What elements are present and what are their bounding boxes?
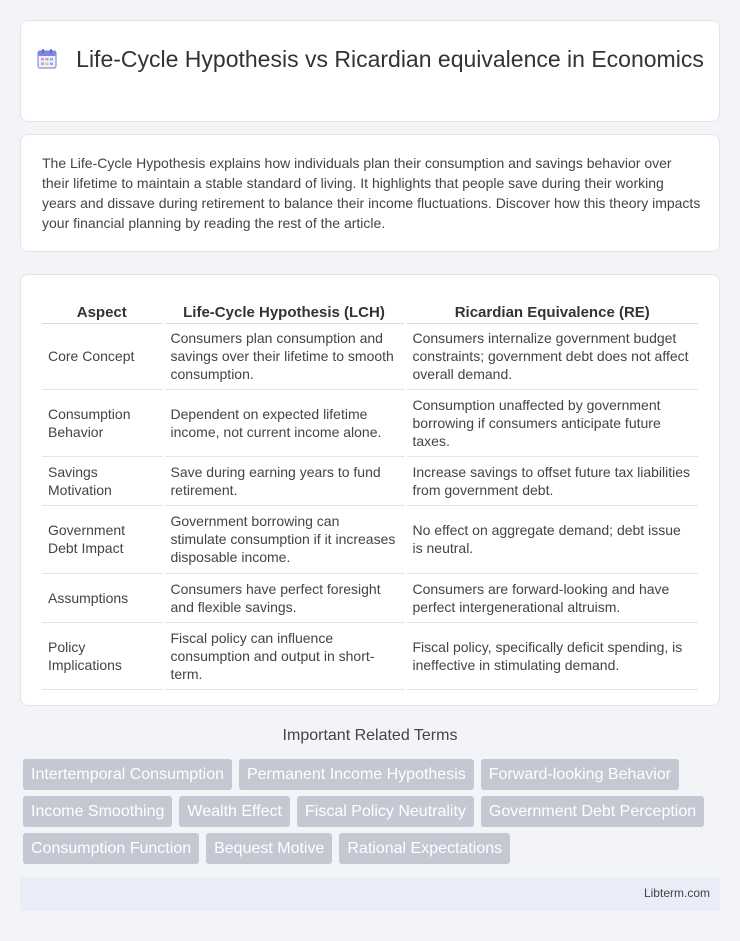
tag-fiscal-policy-neutrality[interactable]: Fiscal Policy Neutrality bbox=[297, 796, 474, 827]
header-re: Ricardian Equivalence (RE) bbox=[405, 293, 698, 323]
related-terms-list bbox=[23, 759, 713, 870]
footer bbox=[20, 877, 720, 911]
aspect-cell: Savings Motivation bbox=[42, 456, 163, 505]
re-cell: Increase savings to offset future tax liabilities from government debt. bbox=[405, 456, 698, 505]
page-title-text: Life-Cycle Hypothesis vs Ricardian equivalence in Economics bbox=[76, 46, 704, 72]
calendar-icon bbox=[36, 48, 58, 70]
aspect-cell: Assumptions bbox=[42, 573, 163, 622]
lch-cell: Dependent on expected lifetime income, not current income alone. bbox=[163, 389, 405, 456]
lch-cell: Fiscal policy can influence consumption and output in short-term. bbox=[163, 622, 405, 689]
lch-cell: Consumers plan consumption and savings over their lifetime to smooth consumption. bbox=[163, 323, 405, 389]
lch-cell: Consumers have perfect foresight and flexible savings. bbox=[163, 573, 405, 622]
aspect-cell: Government Debt Impact bbox=[42, 505, 163, 573]
header-aspect: Aspect bbox=[42, 293, 163, 323]
page-title bbox=[21, 45, 719, 74]
footer-site-link[interactable]: Libterm.com bbox=[643, 886, 710, 900]
table-row bbox=[42, 389, 698, 456]
table-header-row bbox=[42, 293, 698, 323]
aspect-cell: Policy Implications bbox=[42, 622, 163, 689]
tag-row bbox=[23, 796, 713, 827]
aspect-cell: Core Concept bbox=[42, 323, 163, 389]
re-cell: Fiscal policy, specifically deficit spending, is ineffective in stimulating demand. bbox=[405, 622, 698, 689]
aspect-cell: Consumption Behavior bbox=[42, 389, 163, 456]
tag-rational-expectations[interactable]: Rational Expectations bbox=[339, 833, 510, 864]
table-row bbox=[42, 622, 698, 689]
table-row bbox=[42, 456, 698, 505]
title-card bbox=[20, 20, 720, 122]
re-cell: No effect on aggregate demand; debt issue is neutral. bbox=[405, 505, 698, 573]
related-terms-title: Important Related Terms bbox=[282, 727, 458, 744]
tag-wealth-effect[interactable]: Wealth Effect bbox=[179, 796, 290, 827]
re-cell: Consumers are forward-looking and have perfect intergenerational altruism. bbox=[405, 573, 698, 622]
comparison-card bbox=[20, 274, 720, 706]
tag-consumption-function[interactable]: Consumption Function bbox=[23, 833, 199, 864]
tag-forward-looking-behavior[interactable]: Forward-looking Behavior bbox=[481, 759, 679, 790]
tag-row bbox=[23, 759, 713, 790]
intro-paragraph: The Life-Cycle Hypothesis explains how individuals plan their consumption and savings behavior over their lifetime to maintain a stable standard of living. It highlights that people save during their working years and dissave during retirement to balance their income fluctuations. Discover how this theory impacts your financial planning by reading the rest of the article. bbox=[42, 155, 701, 231]
tag-government-debt-perception[interactable]: Government Debt Perception bbox=[481, 796, 704, 827]
lch-cell: Save during earning years to fund retirement. bbox=[163, 456, 405, 505]
re-cell: Consumption unaffected by government borrowing if consumers anticipate future taxes. bbox=[405, 389, 698, 456]
lch-cell: Government borrowing can stimulate consumption if it increases disposable income. bbox=[163, 505, 405, 573]
intro-card bbox=[20, 134, 720, 252]
tag-bequest-motive[interactable]: Bequest Motive bbox=[206, 833, 332, 864]
table-row bbox=[42, 323, 698, 389]
comparison-table bbox=[42, 293, 698, 690]
tag-permanent-income-hypothesis[interactable]: Permanent Income Hypothesis bbox=[239, 759, 474, 790]
tag-row bbox=[23, 833, 713, 864]
table-row bbox=[42, 573, 698, 622]
tag-income-smoothing[interactable]: Income Smoothing bbox=[23, 796, 172, 827]
re-cell: Consumers internalize government budget constraints; government debt does not affect overall demand. bbox=[405, 323, 698, 389]
header-lch: Life-Cycle Hypothesis (LCH) bbox=[163, 293, 405, 323]
tag-intertemporal-consumption[interactable]: Intertemporal Consumption bbox=[23, 759, 232, 790]
table-row bbox=[42, 505, 698, 573]
